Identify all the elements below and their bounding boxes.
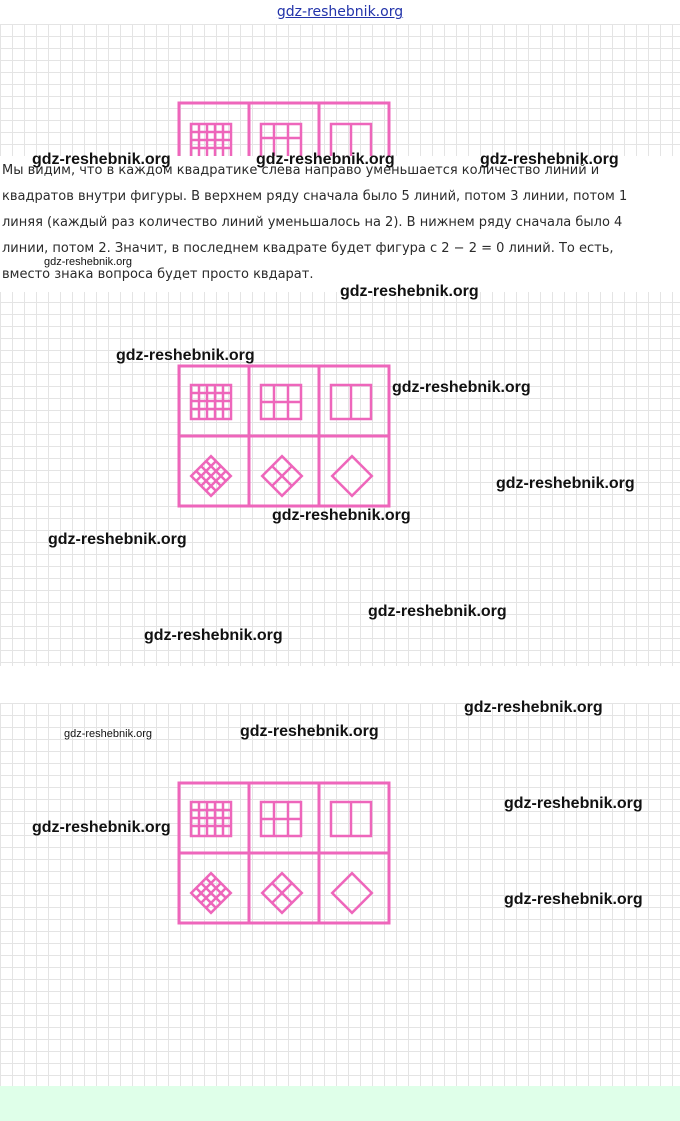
solution-line-2: квадратов внутри фигуры. В верхнем ряду сначала было 5 линий, потом 3 линии, потом 1	[2, 189, 628, 204]
bottom-strip	[0, 1086, 680, 1121]
puzzle-top-cropped	[176, 100, 394, 156]
watermark: gdz-reshebnik.org	[464, 699, 603, 716]
watermark: gdz-reshebnik.org	[504, 891, 643, 908]
watermark: gdz-reshebnik.org	[480, 151, 619, 168]
solution-line-5: вместо знака вопроса будет просто квдарат.	[2, 267, 314, 282]
watermark: gdz-reshebnik.org	[44, 256, 133, 268]
solution-line-3: линяя (каждый раз количество линий уменьшалось на 2). В нижнем ряду сначала было 4	[2, 215, 623, 230]
watermark: gdz-reshebnik.org	[64, 728, 153, 740]
watermark: gdz-reshebnik.org	[240, 723, 379, 740]
watermark: gdz-reshebnik.org	[392, 379, 531, 396]
watermark: gdz-reshebnik.org	[32, 151, 171, 168]
solution-text	[0, 156, 680, 292]
solution-line-1: Мы видим, что в каждом квадратике слева направо уменьшается количество линий и	[2, 163, 600, 178]
watermark: gdz-reshebnik.org	[32, 819, 171, 836]
puzzle-figure-answer	[176, 363, 392, 509]
solution-line-4: линии, потом 2. Значит, в последнем квадрате будет фигура с 2 − 2 = 0 линий. То есть,	[2, 241, 614, 256]
watermark: gdz-reshebnik.org	[368, 603, 507, 620]
watermark: gdz-reshebnik.org	[116, 347, 255, 364]
watermark: gdz-reshebnik.org	[496, 475, 635, 492]
watermark: gdz-reshebnik.org	[256, 151, 395, 168]
watermark: gdz-reshebnik.org	[340, 283, 479, 300]
puzzle-figure-repeat	[176, 780, 392, 926]
watermark: gdz-reshebnik.org	[144, 627, 283, 644]
site-header-link[interactable]: gdz-reshebnik.org	[276, 4, 404, 20]
watermark: gdz-reshebnik.org	[504, 795, 643, 812]
watermark: gdz-reshebnik.org	[48, 531, 187, 548]
watermark: gdz-reshebnik.org	[272, 507, 411, 524]
